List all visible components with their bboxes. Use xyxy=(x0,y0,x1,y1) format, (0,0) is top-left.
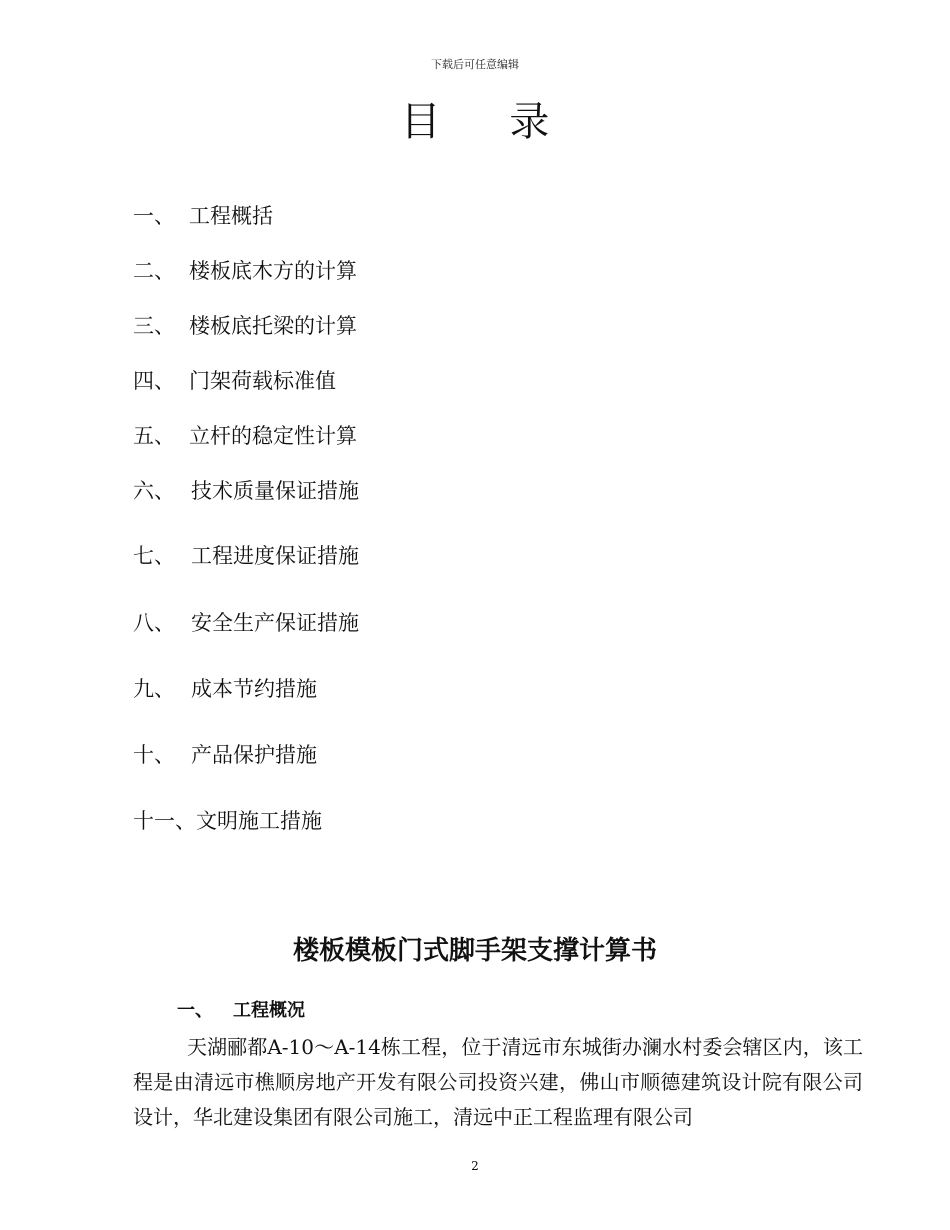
toc-item-number: 八、 xyxy=(133,611,175,635)
toc-item xyxy=(133,673,317,703)
toc-item-number: 二、 xyxy=(133,259,175,283)
toc-item-label: 立杆的稳定性计算 xyxy=(189,424,357,448)
toc-item-label: 工程进度保证措施 xyxy=(191,544,359,568)
toc-item xyxy=(133,255,357,285)
header-note: 下载后可任意编辑 xyxy=(431,58,519,71)
toc-item xyxy=(133,805,322,835)
toc-item-label: 文明施工措施 xyxy=(196,809,322,833)
toc-item xyxy=(133,420,357,450)
toc-item-label: 产品保护措施 xyxy=(191,743,317,767)
toc-item-number: 七、 xyxy=(133,544,175,568)
toc-item xyxy=(133,739,317,769)
toc-item-number: 九、 xyxy=(133,677,175,701)
toc-item xyxy=(133,607,359,637)
toc-item-label: 成本节约措施 xyxy=(191,677,317,701)
toc-item xyxy=(133,200,273,230)
toc-item-label: 楼板底木方的计算 xyxy=(189,259,357,283)
section-number: 一、 xyxy=(177,1000,213,1021)
toc-item-number: 四、 xyxy=(133,369,175,393)
toc-item xyxy=(133,475,359,505)
toc-item xyxy=(133,310,357,340)
page-number: 2 xyxy=(471,1159,479,1173)
section-heading xyxy=(177,996,305,1022)
document-title: 楼板模板门式脚手架支撑计算书 xyxy=(292,936,657,966)
toc-item-number: 五、 xyxy=(133,424,175,448)
toc-item-number: 三、 xyxy=(133,314,175,338)
toc-item-label: 工程概括 xyxy=(189,204,273,228)
toc-item-number: 十、 xyxy=(133,743,175,767)
toc-item-label: 技术质量保证措施 xyxy=(191,479,359,503)
toc-item-number: 一、 xyxy=(133,204,175,228)
section-paragraph: 天湖郦都A-10～A-14栋工程，位于清远市东城街办澜水村委会辖区内，该工程是由清远市樵顺房地产开发有限公司投资兴建，佛山市顺德建筑设计院有限公司设计，华北建设集团有限公司施工，清远中正工程监理有限公司 xyxy=(133,1035,863,1129)
toc-item-label: 楼板底托梁的计算 xyxy=(189,314,357,338)
section-heading-label: 工程概况 xyxy=(233,1000,305,1021)
toc-title: 目 录 xyxy=(400,99,578,145)
toc-item-label: 安全生产保证措施 xyxy=(191,611,359,635)
toc-item xyxy=(133,540,359,570)
toc-item xyxy=(133,365,336,395)
toc-item-number: 六、 xyxy=(133,479,175,503)
toc-item-number: 十一、 xyxy=(133,809,196,833)
toc-item-label: 门架荷载标准值 xyxy=(189,369,336,393)
